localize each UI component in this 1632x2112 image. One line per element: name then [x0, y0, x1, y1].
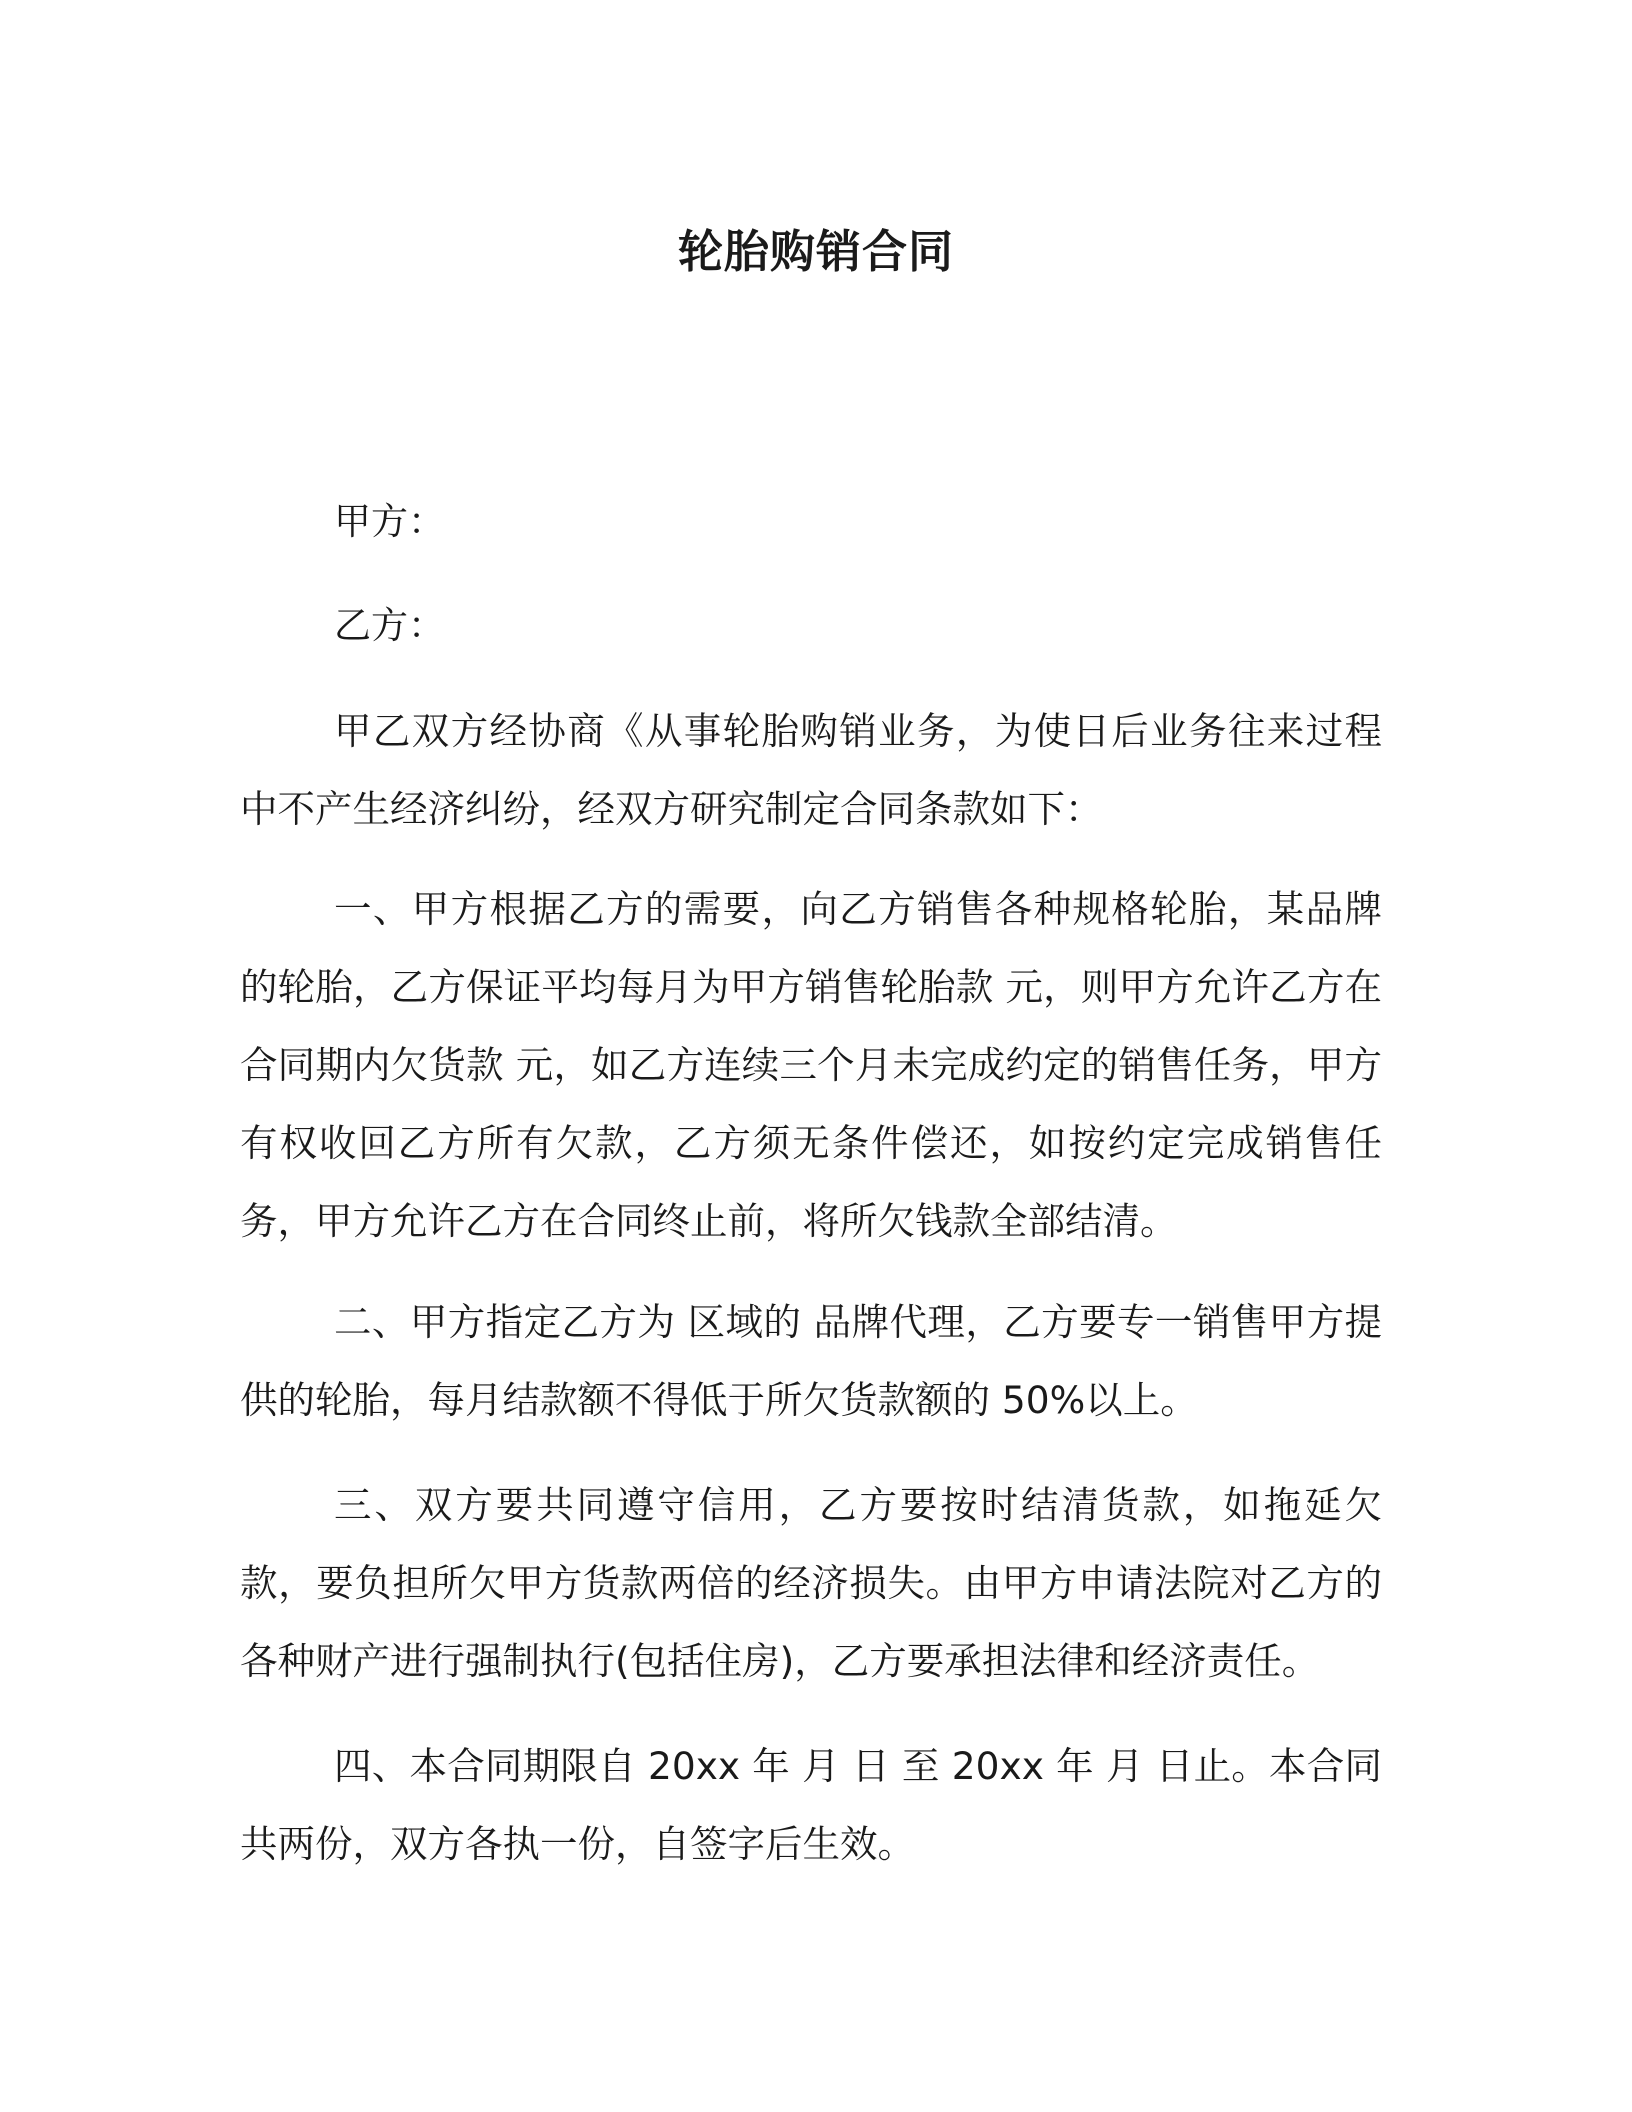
clause-4-paragraph: 四、本合同期限自 20xx 年 月 日 至 20xx 年 月 日止。本合同共两份，双方各执一份，自签字后生效。: [240, 1744, 1382, 1866]
party-a-label: 甲方：: [334, 500, 445, 543]
intro-paragraph: 甲乙双方经协商《从事轮胎购销业务，为使日后业务往来过程中不产生经济纠纷，经双方研究制定合同条款如下：: [240, 709, 1382, 831]
clause-1-paragraph: 一、甲方根据乙方的需要，向乙方销售各种规格轮胎，某品牌的轮胎，乙方保证平均每月为甲方销售轮胎款 元，则甲方允许乙方在合同期内欠货款 元，如乙方连续三个月未完成约定的销售任务，甲方有权收回乙方所有欠款，乙方须无条件偿还，如按约定完成销售任务，甲方允许乙方在合同终止前，将所欠钱款全部结清。: [240, 887, 1382, 1243]
clause-2-paragraph: 二、甲方指定乙方为 区域的 品牌代理，乙方要专一销售甲方提供的轮胎，每月结款额不得低于所欠货款额的 50%以上。: [240, 1300, 1382, 1422]
party-b-label: 乙方：: [334, 604, 445, 647]
document-title: 轮胎购销合同: [677, 225, 954, 278]
clause-3-paragraph: 三、双方要共同遵守信用，乙方要按时结清货款，如拖延欠款，要负担所欠甲方货款两倍的经济损失。由甲方申请法院对乙方的各种财产进行强制执行(包括住房)，乙方要承担法律和经济责任。: [240, 1483, 1382, 1683]
